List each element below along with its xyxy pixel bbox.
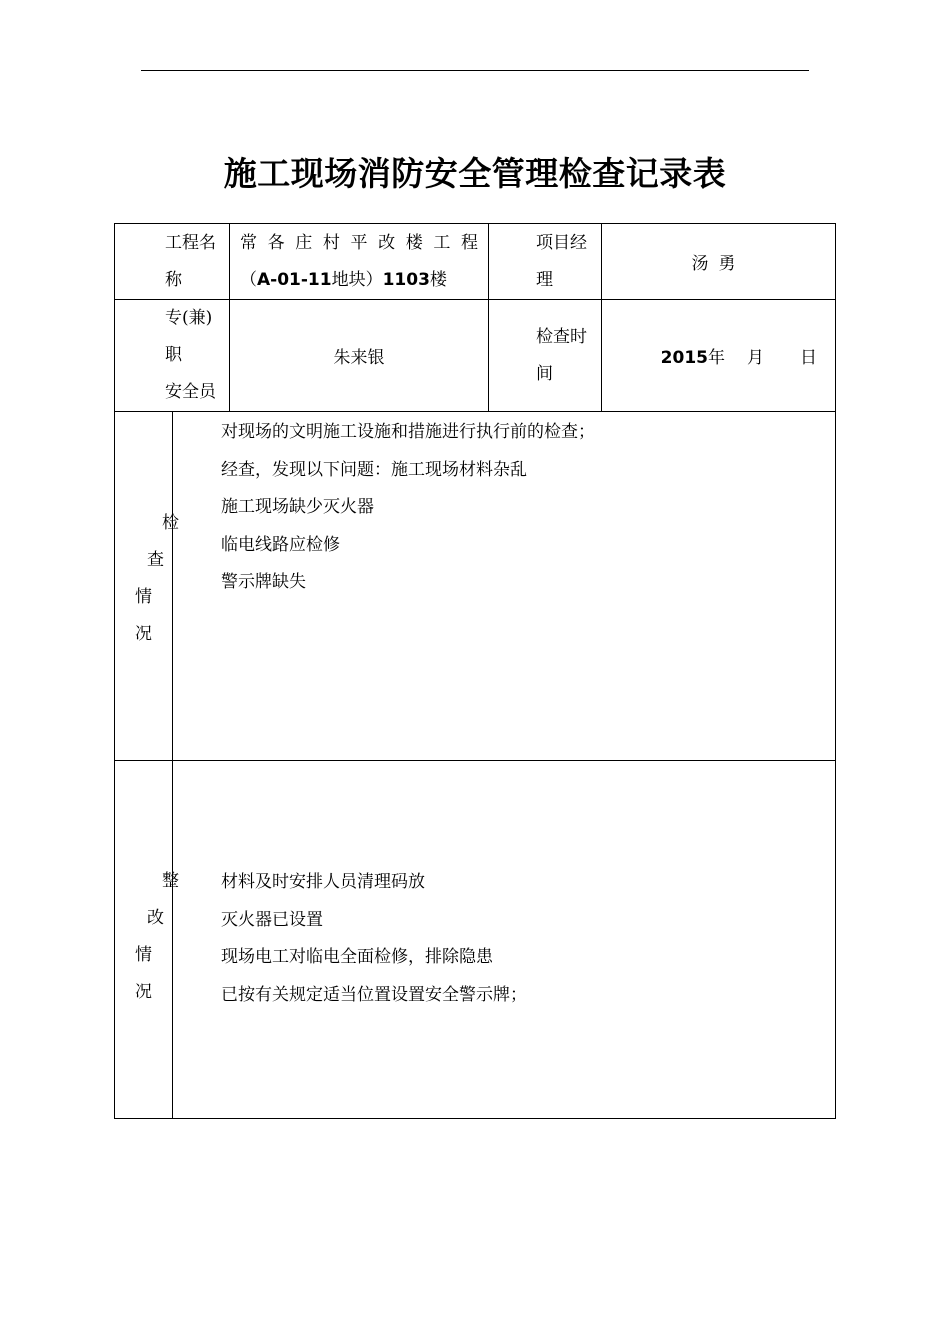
- inspection-line: 警示牌缺失: [221, 572, 306, 592]
- building-suffix: 楼: [429, 269, 447, 290]
- date-year-unit: 年: [708, 348, 725, 368]
- rectification-label-char1: 整: [162, 871, 179, 891]
- header-rule: [141, 70, 809, 71]
- officer-name: 朱来银: [333, 348, 385, 368]
- manager-name-cell: [602, 224, 836, 300]
- rectification-label-cell: [115, 761, 179, 1119]
- row-project: [115, 224, 836, 300]
- row-rectification: [115, 761, 836, 1119]
- plot-code: A-01-11: [257, 269, 332, 290]
- project-label-line2: 称: [165, 269, 182, 290]
- date-month-unit: 月: [747, 348, 764, 368]
- officer-label-cell: [115, 300, 230, 412]
- rectification-line: 现场电工对临电全面检修，排除隐患: [221, 947, 493, 967]
- date-year: 2015: [660, 348, 708, 368]
- inspection-record-table: [114, 223, 836, 1119]
- project-name-cell: [230, 224, 489, 300]
- time-label-line1: 检查时: [536, 326, 587, 347]
- inspection-label-char1: 检: [162, 513, 179, 533]
- rectification-line: 已按有关规定适当位置设置安全警示牌；: [221, 984, 527, 1005]
- rectification-line: 灭火器已设置: [221, 909, 323, 930]
- inspection-label-char2: 查: [147, 550, 164, 570]
- paren-open: （: [240, 269, 257, 290]
- rectification-label-char4: 况: [135, 982, 152, 1002]
- inspection-label-char3: 情: [135, 587, 152, 607]
- manager-label-cell: [489, 224, 602, 300]
- building-number: 1103: [382, 269, 430, 290]
- officer-name-cell: [230, 300, 489, 412]
- rectification-label-char3: 情: [135, 945, 152, 965]
- time-label-cell: [489, 300, 602, 412]
- inspection-line: 施工现场缺少灭火器: [221, 497, 374, 517]
- rectification-content-cell: [173, 761, 836, 1119]
- time-label-line2: 间: [536, 363, 553, 384]
- inspection-line: 对现场的文明施工设施和措施进行执行前的检查；: [221, 422, 595, 442]
- rectification-line: 材料及时安排人员清理码放: [221, 872, 425, 892]
- project-name-line1: 常各庄村平改楼工程: [240, 232, 478, 253]
- date-day-unit: 日: [800, 348, 817, 368]
- inspection-label-cell: [115, 412, 179, 761]
- row-inspection: [115, 412, 836, 761]
- officer-label-line1: 专(兼): [165, 308, 213, 328]
- row-officer: [115, 300, 836, 412]
- manager-name: 汤勇: [691, 254, 746, 274]
- page-title: 施工现场消防安全管理检查记录表: [223, 154, 727, 193]
- inspection-line: 临电线路应检修: [221, 534, 340, 555]
- project-name-line2: [240, 262, 478, 299]
- officer-label-line3: 安全员: [165, 382, 216, 402]
- officer-label-line2: 职: [165, 345, 182, 365]
- project-label-cell: [115, 224, 230, 300]
- inspection-label-char4: 况: [135, 624, 152, 644]
- project-label-line1: 工程名: [165, 232, 216, 253]
- inspection-date-cell: [602, 300, 836, 412]
- manager-label-line1: 项目经: [536, 232, 587, 253]
- plot-text: 地块）: [331, 269, 383, 290]
- manager-label-line2: 理: [536, 269, 553, 290]
- inspection-line: 经查，发现以下问题：施工现场材料杂乱: [221, 459, 527, 480]
- inspection-content-cell: [173, 412, 836, 761]
- rectification-label-char2: 改: [147, 908, 164, 928]
